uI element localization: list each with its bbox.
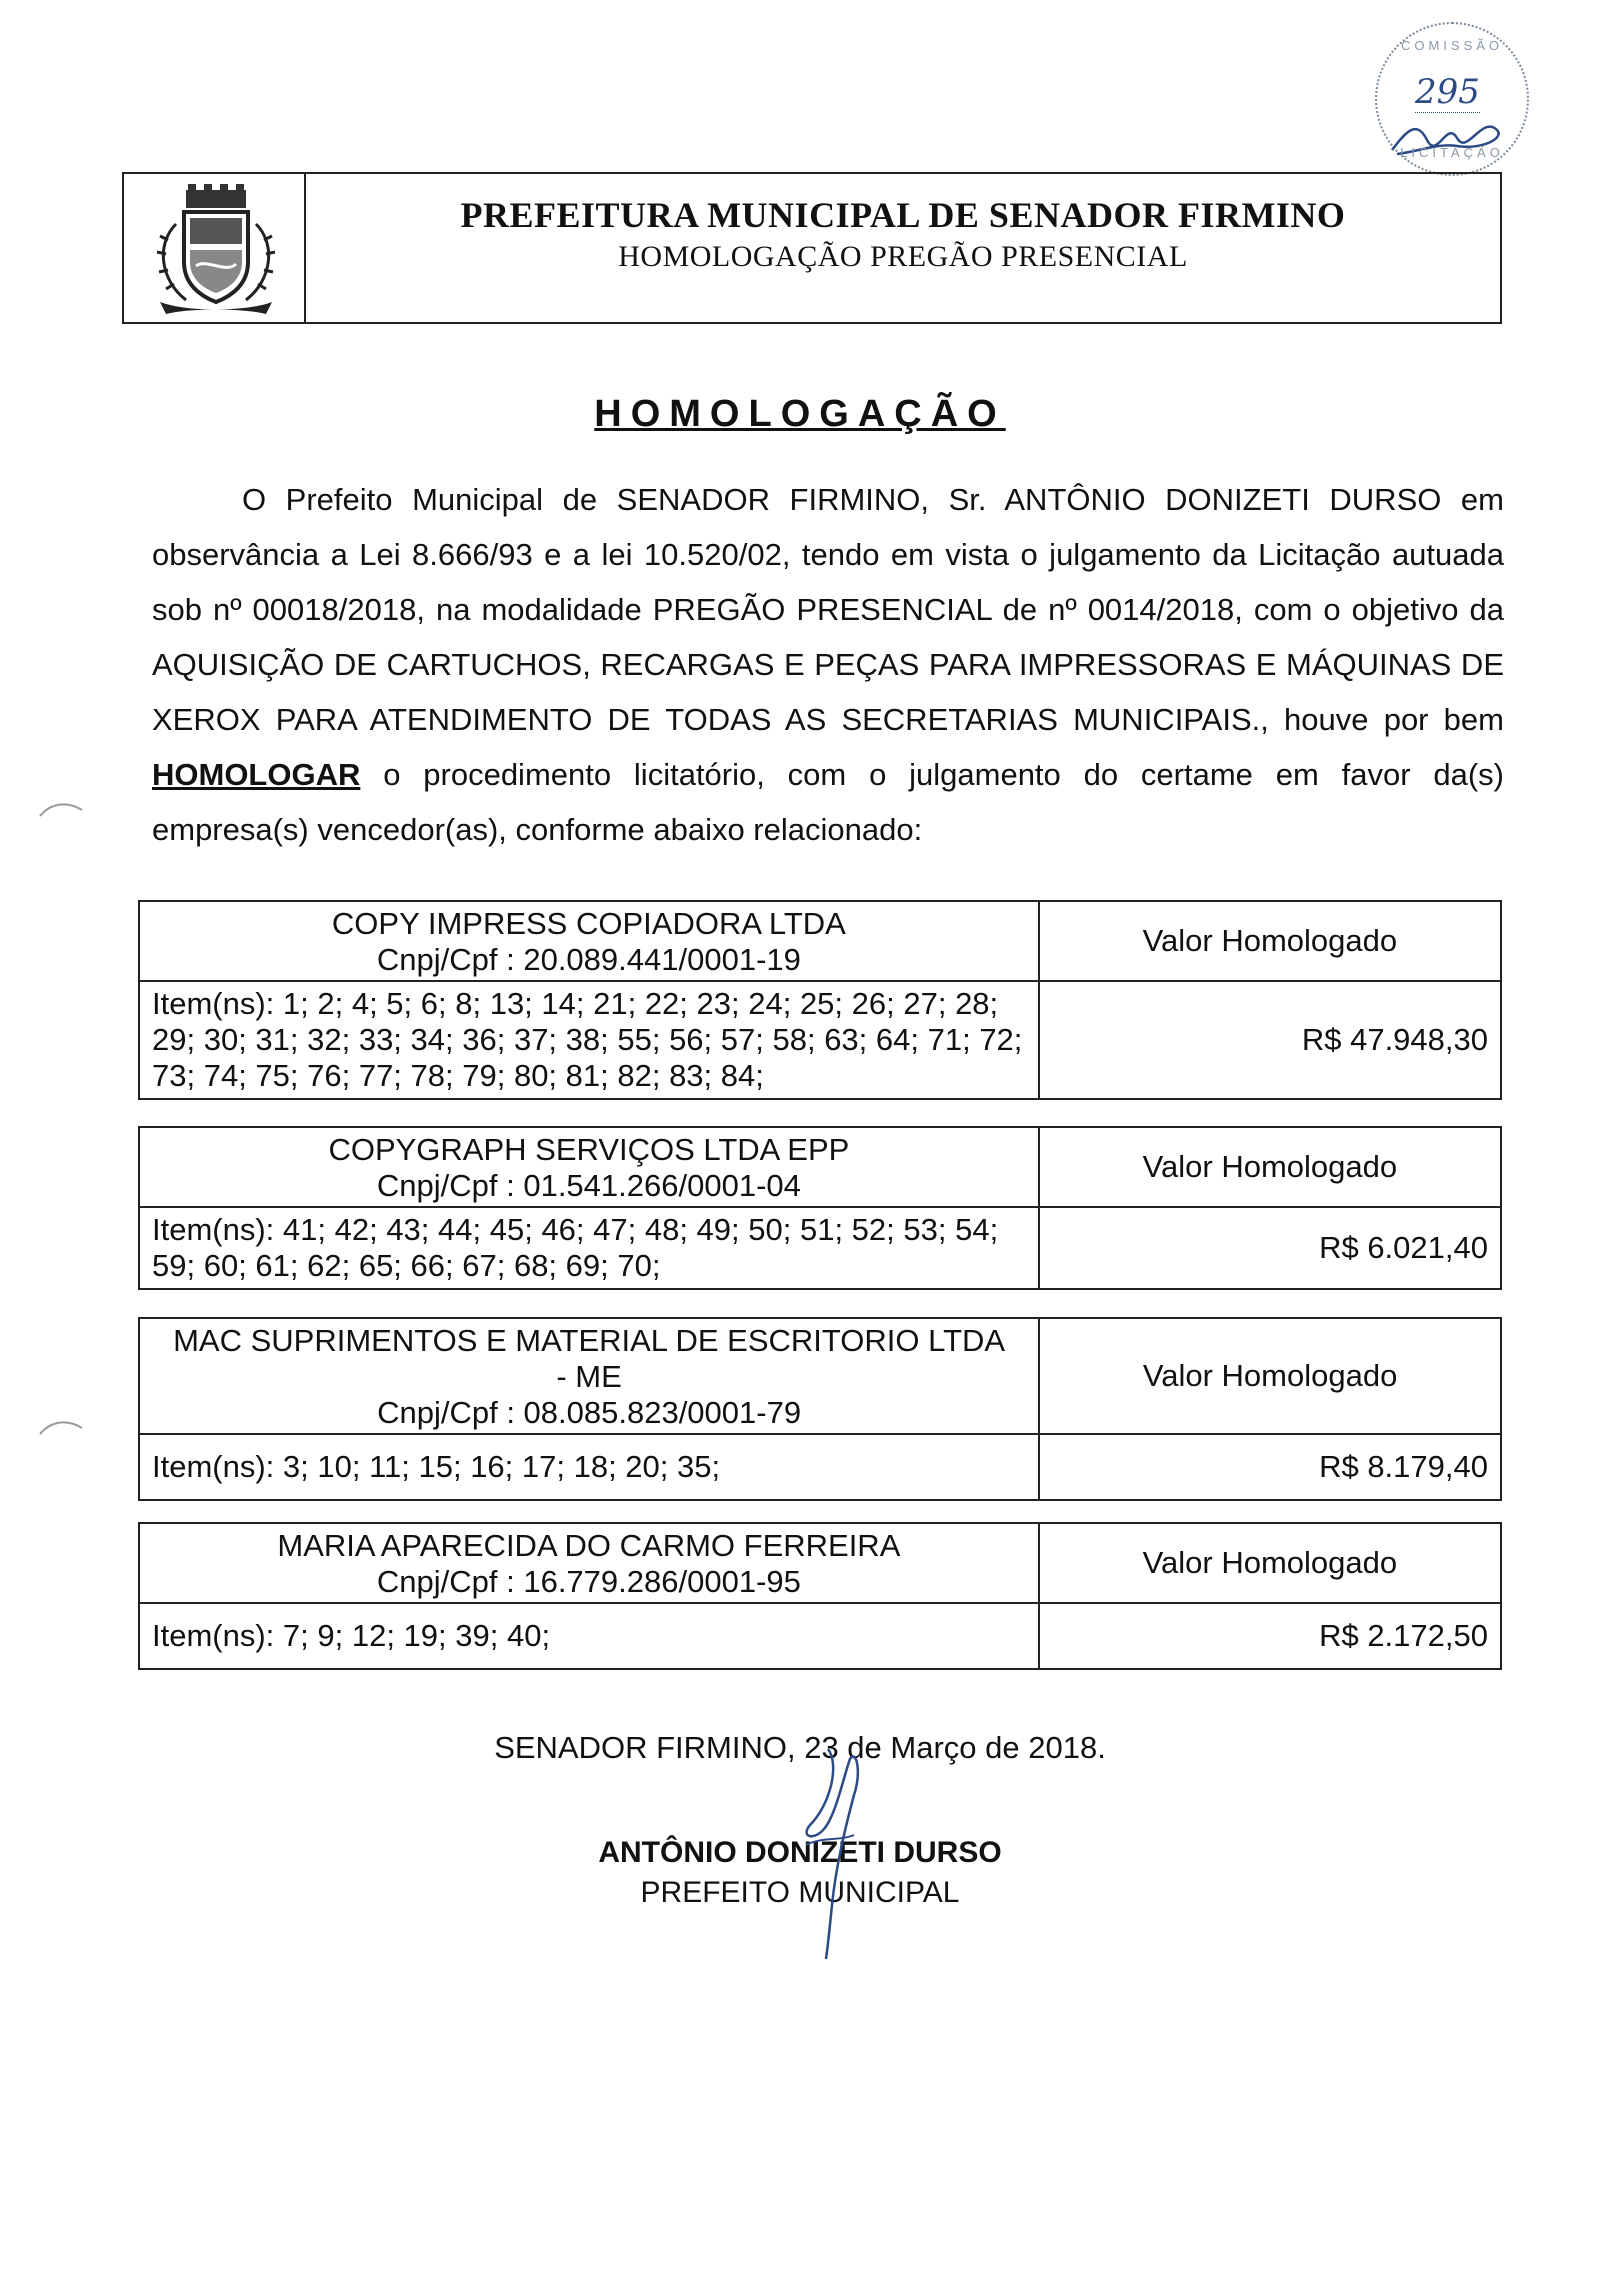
vendor-cell <box>139 901 1039 981</box>
vendor-cell <box>139 1523 1039 1603</box>
items-list: Item(ns): 3; 10; 11; 15; 16; 17; 18; 20; 35; <box>139 1434 1039 1500</box>
body-text-start: O Prefeito Municipal de SENADOR FIRMINO, Sr. ANTÔNIO DONIZETI DURSO em observância a Lei 8.666/93 e a lei 10.520/02, tendo em vista o julgamento da Licitação autuada sob nº 00018/2018, na modalidade PREGÃO PRESENCIAL de nº 0014/2018, com o objetivo da AQUISIÇÃO DE CARTUCHOS, RECARGAS E PEÇAS PARA IMPRESSORAS E MÁQUINAS DE XEROX PARA ATENDIMENTO DE TODAS AS SECRETARIAS MUNICIPAIS., houve por bem <box>152 482 1504 737</box>
vendor-name: MARIA APARECIDA DO CARMO FERREIRA <box>277 1528 901 1563</box>
award-table-3 <box>138 1317 1502 1501</box>
municipal-crest-icon <box>146 184 286 316</box>
vendor-cell <box>139 1318 1039 1434</box>
vendor-cnpj: Cnpj/Cpf : 01.541.266/0001-04 <box>376 1168 801 1203</box>
letterhead <box>122 172 1502 324</box>
vendor-name: COPY IMPRESS COPIADORA LTDA <box>331 906 846 941</box>
stamp-top-text: COMISSÃO <box>1400 38 1504 53</box>
awarded-value: R$ 47.948,30 <box>1039 981 1501 1099</box>
protocol-stamp <box>1375 22 1529 176</box>
vendor-cnpj: Cnpj/Cpf : 16.779.286/0001-95 <box>376 1564 801 1599</box>
value-label: Valor Homologado <box>1039 1127 1501 1207</box>
value-label: Valor Homologado <box>1039 901 1501 981</box>
awarded-value: R$ 2.172,50 <box>1039 1603 1501 1669</box>
award-table-4 <box>138 1522 1502 1670</box>
items-list: Item(ns): 7; 9; 12; 19; 39; 40; <box>139 1603 1039 1669</box>
margin-mark-icon <box>38 1414 84 1438</box>
header-title: PREFEITURA MUNICIPAL DE SENADOR FIRMINO <box>460 195 1346 235</box>
value-label: Valor Homologado <box>1039 1523 1501 1603</box>
vendor-name: COPYGRAPH SERVIÇOS LTDA EPP <box>328 1132 850 1167</box>
signer-role: PREFEITO MUNICIPAL <box>640 1876 960 1909</box>
award-table-2 <box>138 1126 1502 1290</box>
margin-mark-icon <box>38 796 84 820</box>
body-paragraph <box>152 472 1504 857</box>
body-bold-word: HOMOLOGAR <box>152 757 361 792</box>
signer-name: ANTÔNIO DONIZETI DURSO <box>598 1836 1002 1869</box>
award-table-1 <box>138 900 1502 1100</box>
items-list: Item(ns): 1; 2; 4; 5; 6; 8; 13; 14; 21; 22; 23; 24; 25; 26; 27; 28; 29; 30; 31; 32; 33; 34; 36; 37; 38; 55; 56; 57; 58; 63; 64; 71; 72; 73; 74; 75; 76; 77; 78; 79; 80; 81; 82; 83; 84; <box>139 981 1039 1099</box>
crest-cell <box>124 174 306 322</box>
body-text-end: o procedimento licitatório, com o julgamento do certame em favor da(s) empresa(s) vencedor(as), conforme abaixo relacionado: <box>152 757 1504 847</box>
value-label: Valor Homologado <box>1039 1318 1501 1434</box>
vendor-name: MAC SUPRIMENTOS E MATERIAL DE ESCRITORIO LTDA - ME <box>173 1323 1006 1394</box>
header-subtitle: HOMOLOGAÇÃO PREGÃO PRESENCIAL <box>618 240 1188 273</box>
vendor-cell <box>139 1127 1039 1207</box>
awarded-value: R$ 6.021,40 <box>1039 1207 1501 1289</box>
vendor-cnpj: Cnpj/Cpf : 20.089.441/0001-19 <box>376 942 801 977</box>
stamp-bottom-text: LICITAÇÃO <box>1400 145 1504 160</box>
items-list: Item(ns): 41; 42; 43; 44; 45; 46; 47; 48; 49; 50; 51; 52; 53; 54; 59; 60; 61; 62; 65; 66; 67; 68; 69; 70; <box>139 1207 1039 1289</box>
closing-date: SENADOR FIRMINO, 23 de Março de 2018. <box>494 1730 1106 1765</box>
stamp-page-number: 295 <box>1415 72 1480 112</box>
handwritten-signature-icon <box>770 1745 880 1965</box>
vendor-cnpj: Cnpj/Cpf : 08.085.823/0001-79 <box>377 1395 802 1430</box>
awarded-value: R$ 8.179,40 <box>1039 1434 1501 1500</box>
document-heading: HOMOLOGAÇÃO <box>594 393 1006 435</box>
